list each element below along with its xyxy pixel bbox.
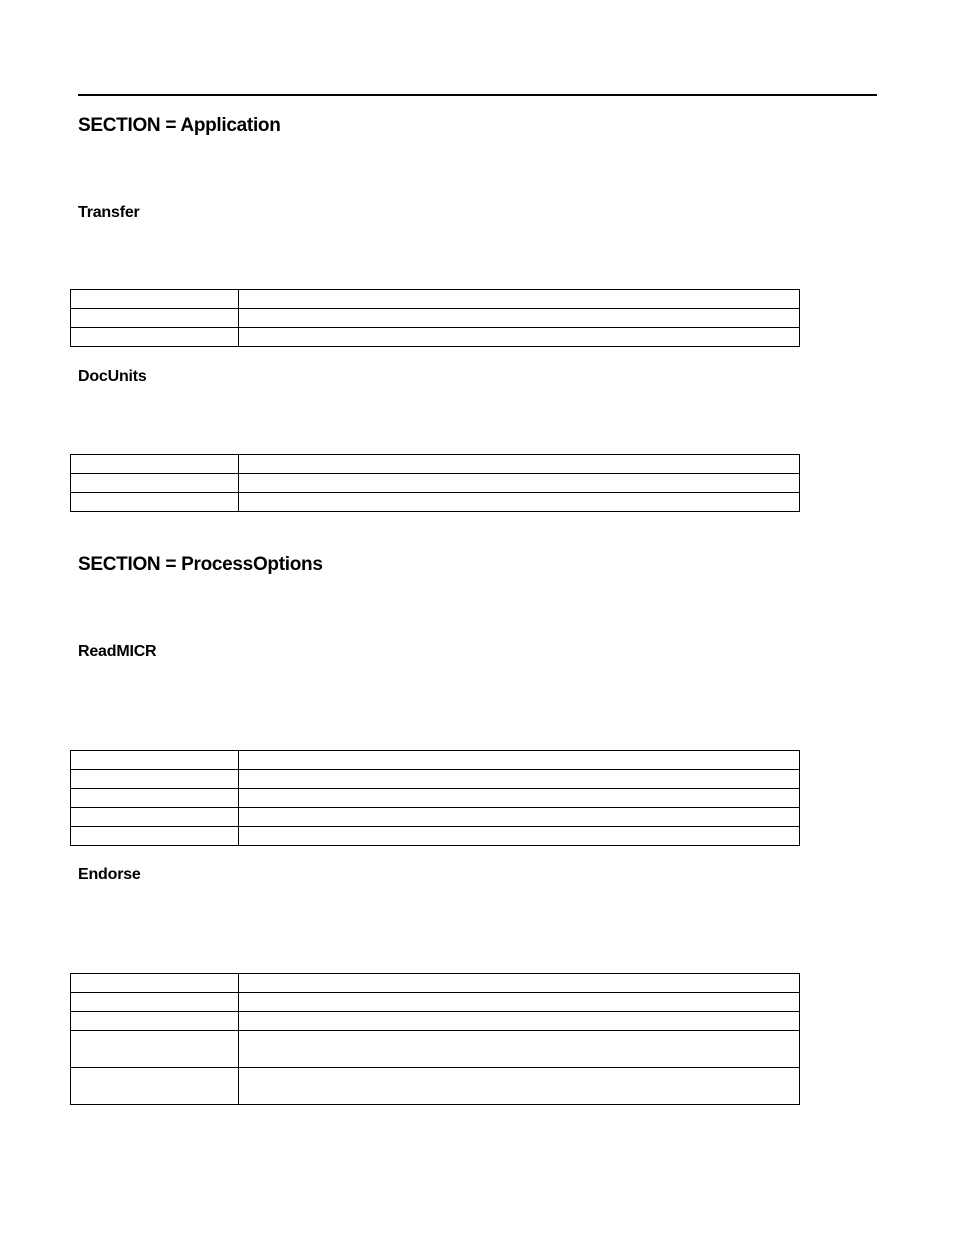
table-row xyxy=(71,808,800,827)
section-heading-processoptions: SECTION = ProcessOptions xyxy=(78,554,323,575)
table-cell-description xyxy=(239,993,800,1012)
table-cell-description xyxy=(239,751,800,770)
table-row xyxy=(71,751,800,770)
table-cell-description xyxy=(239,493,800,512)
table-row xyxy=(71,328,800,347)
table-row xyxy=(71,1068,800,1105)
table-row xyxy=(71,1031,800,1068)
table-cell-description xyxy=(239,770,800,789)
table-row xyxy=(71,827,800,846)
table-cell-name xyxy=(71,1031,239,1068)
table-cell-description xyxy=(239,309,800,328)
subheading-transfer: Transfer xyxy=(78,204,140,221)
subheading-docunits: DocUnits xyxy=(78,368,147,385)
table-cell-description xyxy=(239,1031,800,1068)
table-cell-name xyxy=(71,328,239,347)
table-cell-description xyxy=(239,974,800,993)
table-row xyxy=(71,493,800,512)
table-cell-name xyxy=(71,290,239,309)
table-row xyxy=(71,993,800,1012)
table-cell-name xyxy=(71,1012,239,1031)
table-cell-name xyxy=(71,1068,239,1105)
table-row xyxy=(71,455,800,474)
table-cell-description xyxy=(239,455,800,474)
table-cell-description xyxy=(239,474,800,493)
table-cell-name xyxy=(71,493,239,512)
table-cell-description xyxy=(239,789,800,808)
endorse-table xyxy=(70,973,800,1105)
table-cell-description xyxy=(239,827,800,846)
table-cell-name xyxy=(71,751,239,770)
top-horizontal-rule xyxy=(78,94,877,96)
subheading-readmicr: ReadMICR xyxy=(78,643,157,660)
docunits-table xyxy=(70,454,800,512)
table-cell-name xyxy=(71,474,239,493)
subheading-endorse: Endorse xyxy=(78,866,141,883)
table-row xyxy=(71,309,800,328)
table-cell-description xyxy=(239,1012,800,1031)
table-cell-description xyxy=(239,328,800,347)
table-cell-name xyxy=(71,993,239,1012)
table-row xyxy=(71,974,800,993)
table-row xyxy=(71,290,800,309)
table-row xyxy=(71,789,800,808)
table-cell-description xyxy=(239,290,800,309)
table-row xyxy=(71,1012,800,1031)
table-cell-name xyxy=(71,309,239,328)
transfer-table xyxy=(70,289,800,347)
table-cell-name xyxy=(71,789,239,808)
table-cell-name xyxy=(71,827,239,846)
table-row xyxy=(71,474,800,493)
table-cell-name xyxy=(71,770,239,789)
section-heading-application: SECTION = Application xyxy=(78,115,281,136)
table-cell-name xyxy=(71,974,239,993)
table-row xyxy=(71,770,800,789)
table-cell-description xyxy=(239,1068,800,1105)
table-cell-name xyxy=(71,455,239,474)
table-cell-description xyxy=(239,808,800,827)
readmicr-table xyxy=(70,750,800,846)
table-cell-name xyxy=(71,808,239,827)
